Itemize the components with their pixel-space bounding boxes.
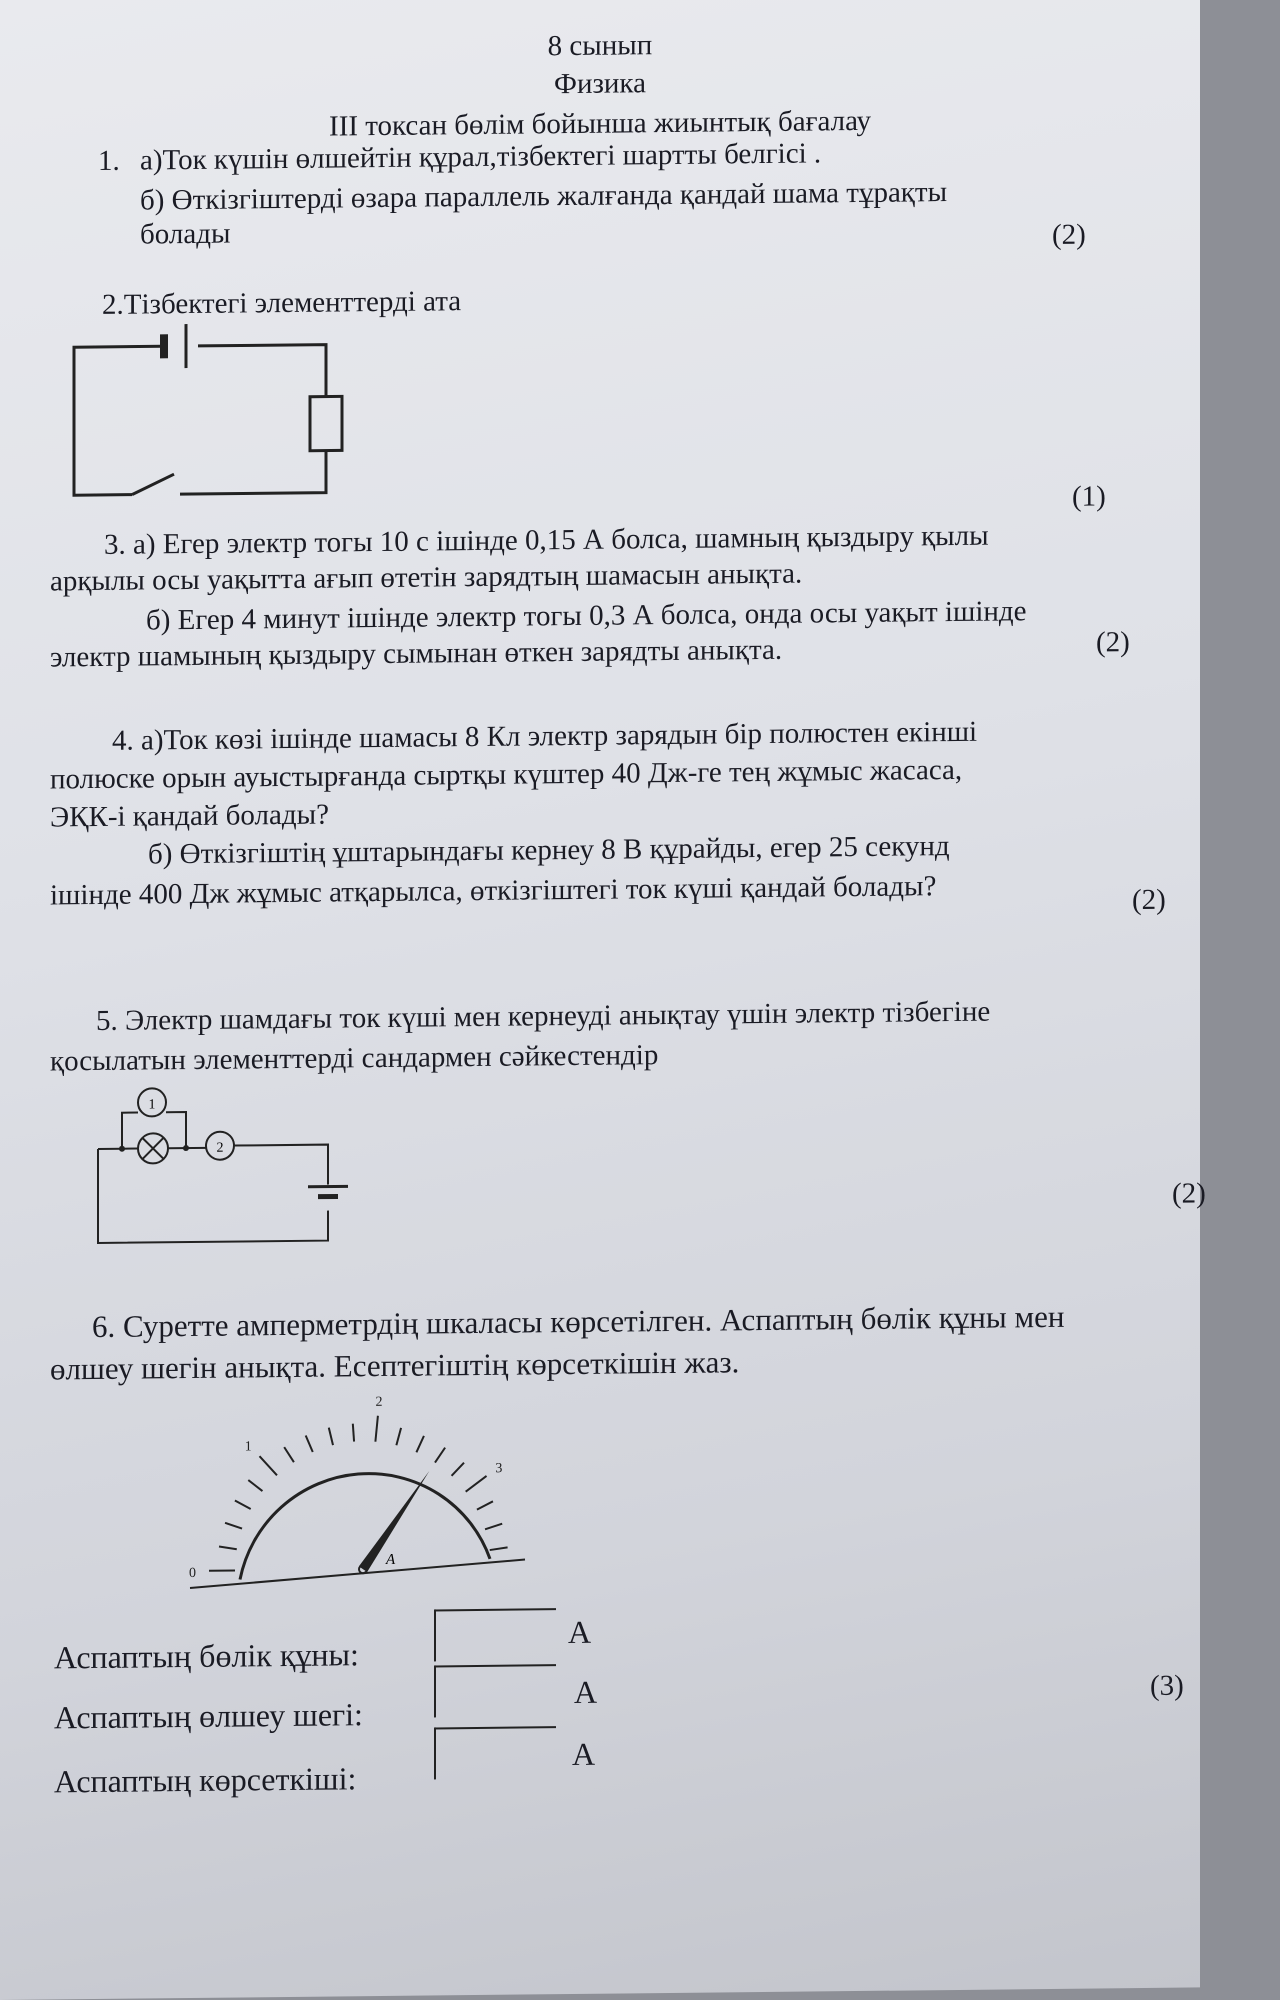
answer-label-division-value: Аспаптың бөлік құны: (54, 1636, 359, 1676)
circuit-wire-bottom (180, 451, 326, 495)
scale-tick (375, 1416, 378, 1442)
scale-tick (306, 1435, 313, 1452)
answer-unit-3: А (572, 1735, 596, 1773)
q4-score: (2) (1132, 883, 1166, 917)
scale-tick (225, 1523, 242, 1529)
q1-part-b-line1: б) Өткізгіштерді өзара параллель жалғанда қандай шама тұрақты (140, 176, 948, 217)
q5-wire-outer (98, 1147, 328, 1243)
scale-tick (235, 1500, 251, 1509)
q1-score: (2) (1052, 218, 1086, 251)
q2-circuit-diagram (70, 324, 350, 507)
q3-part-b-line2: электр шамының қыздыру сымынан өткен зарядты анықта. (50, 633, 783, 674)
meter-1-label: 1 (148, 1097, 156, 1113)
answer-unit-1: А (568, 1613, 592, 1651)
scale-tick (477, 1501, 493, 1509)
scale-tick (485, 1524, 502, 1530)
q3-part-a-line2: арқылы осы уақытта ағып өтетін зарядтың шамасын анықта. (50, 557, 803, 598)
q1-number: 1. (98, 144, 120, 177)
q5-prompt-line1: 5. Электр шамдағы ток күші мен кернеуді анықтау үшін электр тізбегіне (96, 995, 991, 1037)
ammeter-scale (170, 1394, 550, 1618)
q1-part-a: а)Ток күшін өлшейтін құрал,тізбектегі шартты белгісі . (140, 137, 822, 177)
circuit-wire-left (74, 346, 162, 495)
scale-tick (353, 1424, 354, 1442)
scale-tick-label: 2 (375, 1394, 383, 1410)
scale-tick (416, 1436, 424, 1452)
scale-tick (490, 1547, 508, 1550)
q5-wire-parallel-right (166, 1112, 186, 1148)
q4-part-b-line1: б) Өткізгіштің ұштарындағы кернеу 8 В құрайды, егер 25 секунд (148, 830, 950, 871)
q5-wire-parallel-left (122, 1113, 138, 1149)
scale-tick (396, 1428, 401, 1445)
q4-part-a-line3: ЭҚК-і қандай болады? (50, 798, 329, 834)
scale-tick (248, 1480, 262, 1491)
q1-part-b-line2: болады (140, 217, 231, 251)
answer-unit-2: А (574, 1673, 598, 1710)
resistor-symbol (310, 396, 342, 450)
q4-part-a-line2: полюске орын ауыстырғанда сыртқы күштер 40 Дж-ге тең жұмыс жасаса, (50, 753, 963, 796)
open-switch (132, 474, 174, 494)
scale-tick (260, 1456, 277, 1475)
q6-prompt-line1: 6. Суретте амперметрдің шкаласы көрсетілген. Аспаптың бөлік құны мен (92, 1298, 1065, 1345)
answer-label-reading: Аспаптың көрсеткіші: (54, 1760, 357, 1800)
circuit-wire-right (198, 345, 326, 398)
scale-tick (452, 1463, 464, 1476)
q2-score: (1) (1072, 480, 1106, 513)
q4-part-b-line2: ішінде 400 Дж жұмыс атқарылса, өткізгіштегі ток күші қандай болады? (50, 870, 937, 912)
grade-heading: 8 сынып (547, 29, 653, 63)
q4-part-a-line1: 4. а)Ток көзі ішінде шамасы 8 Кл электр зарядын бір полюстен екінші (112, 715, 978, 757)
scale-tick-label: 1 (244, 1439, 252, 1455)
answer-box-division-value[interactable] (434, 1608, 556, 1661)
q3-part-a-line1: 3. а) Егер электр тогы 10 с ішінде 0,15 А болса, шамның қыздыру қылы (104, 519, 989, 561)
scale-tick (219, 1546, 237, 1549)
q6-score: (3) (1150, 1669, 1184, 1702)
q3-part-b-line1: б) Егер 4 минут ішінде электр тогы 0,3 А болса, онда осы уақыт ішінде (146, 595, 1027, 637)
scale-tick (466, 1476, 487, 1492)
q5-score: (2) (1172, 1177, 1206, 1210)
subject-heading: Физика (554, 67, 646, 101)
scale-tick-label: 0 (189, 1565, 196, 1582)
q2-prompt: 2.Тізбектегі элементтерді ата (102, 285, 462, 321)
q5-wire-right (234, 1145, 328, 1186)
answer-label-measure-limit: Аспаптың өлшеу шегі: (54, 1696, 363, 1736)
q5-prompt-line2: қосылатын элементтерді сандармен сәйкестендір (50, 1039, 659, 1078)
assessment-heading: III токсан бөлім бойынша жиынтық бағалау (329, 104, 871, 143)
scale-tick (284, 1447, 294, 1462)
meter-2-label: 2 (216, 1140, 224, 1156)
ammeter-unit-label: A (386, 1551, 396, 1568)
scale-tick-label: 3 (495, 1461, 503, 1477)
q6-prompt-line2: өлшеу шегін анықта. Есептегіштің көрсеткішін жаз. (50, 1344, 740, 1387)
answer-box-reading[interactable] (434, 1726, 556, 1779)
scale-tick (435, 1448, 445, 1463)
answer-box-measure-limit[interactable] (434, 1664, 556, 1717)
q5-circuit-diagram (96, 1086, 356, 1249)
q3-score: (2) (1096, 626, 1130, 659)
scale-tick (329, 1428, 333, 1446)
